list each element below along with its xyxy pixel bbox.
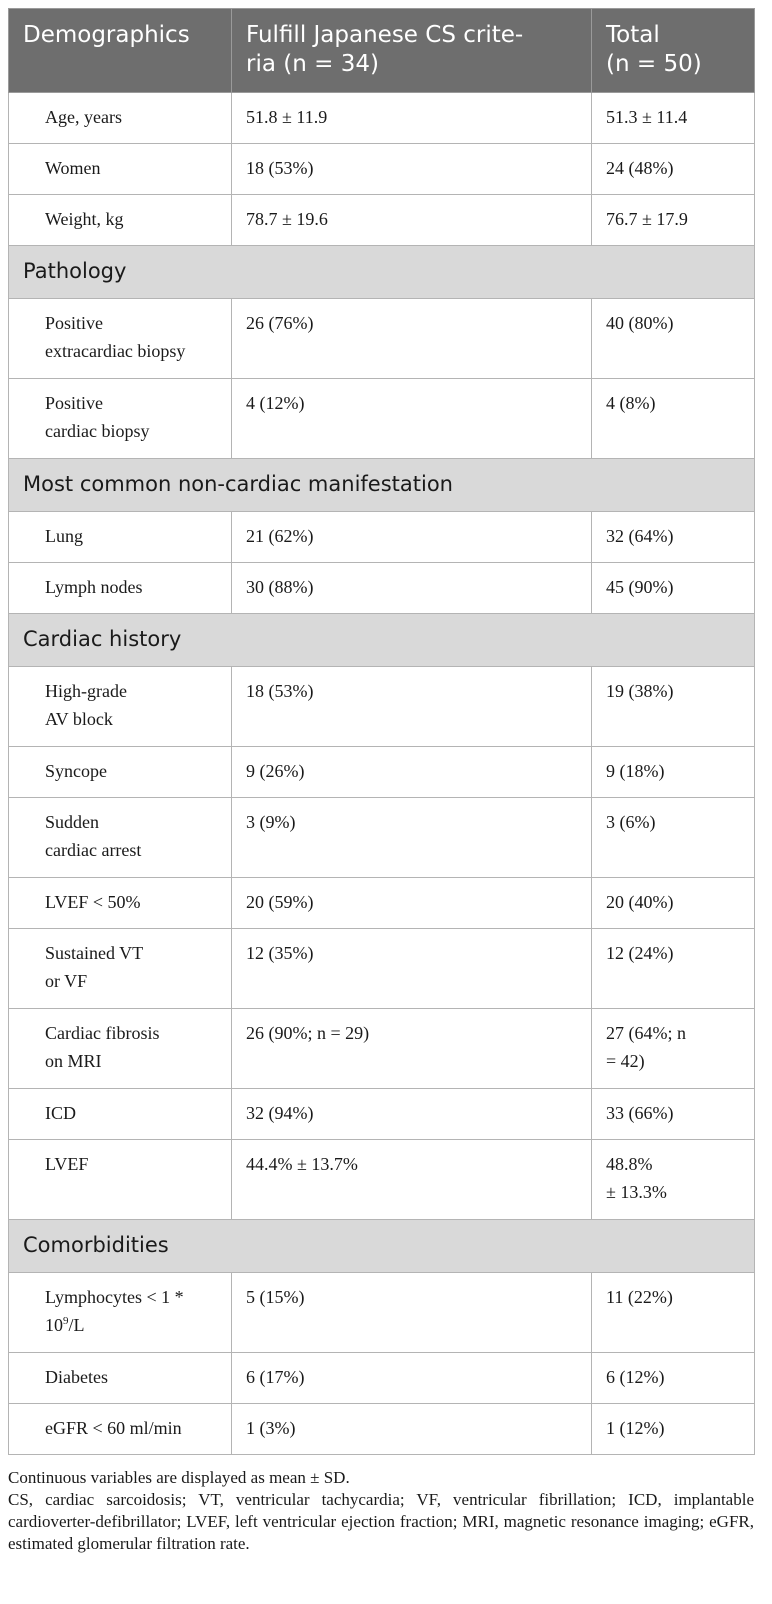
total-value: 32 (64%) xyxy=(592,512,755,563)
cs-value: 26 (76%) xyxy=(232,299,592,379)
total-value: 12 (24%) xyxy=(592,929,755,1009)
cs-value: 18 (53%) xyxy=(232,667,592,747)
row-label: Sudden cardiac arrest xyxy=(9,798,232,878)
cs-value: 12 (35%) xyxy=(232,929,592,1009)
section-row-comorbidities xyxy=(9,1220,755,1273)
table-page xyxy=(8,8,754,1555)
total-value: 9 (18%) xyxy=(592,747,755,798)
cs-value: 18 (53%) xyxy=(232,144,592,195)
total-value: 33 (66%) xyxy=(592,1089,755,1140)
cs-value: 44.4% ± 13.7% xyxy=(232,1140,592,1220)
total-value: 3 (6%) xyxy=(592,798,755,878)
cs-value: 32 (94%) xyxy=(232,1089,592,1140)
footnote-continuous: Continuous variables are displayed as mean ± SD. xyxy=(8,1468,350,1487)
cs-value: 51.8 ± 11.9 xyxy=(232,93,592,144)
cs-value: 3 (9%) xyxy=(232,798,592,878)
cs-value: 5 (15%) xyxy=(232,1273,592,1353)
section-row-cardiac-history xyxy=(9,614,755,667)
table-row xyxy=(9,929,755,1009)
total-value: 48.8% ± 13.3% xyxy=(592,1140,755,1220)
total-value: 6 (12%) xyxy=(592,1353,755,1404)
section-title: Pathology xyxy=(9,246,755,299)
cs-value: 9 (26%) xyxy=(232,747,592,798)
unit: /L xyxy=(68,1315,85,1335)
table-row xyxy=(9,878,755,929)
table-row xyxy=(9,563,755,614)
total-value: 20 (40%) xyxy=(592,878,755,929)
row-label: Lymph nodes xyxy=(9,563,232,614)
total-value: 51.3 ± 11.4 xyxy=(592,93,755,144)
table-row xyxy=(9,1353,755,1404)
row-label: Sustained VT or VF xyxy=(9,929,232,1009)
row-label: LVEF xyxy=(9,1140,232,1220)
total-value: 1 (12%) xyxy=(592,1404,755,1455)
row-label: Syncope xyxy=(9,747,232,798)
header-total: Total (n = 50) xyxy=(592,9,755,93)
row-label: Positive cardiac biopsy xyxy=(9,379,232,459)
header-japanese-cs: Fulfill Japanese CS crite- ria (n = 34) xyxy=(232,9,592,93)
table-row xyxy=(9,1404,755,1455)
cs-value: 20 (59%) xyxy=(232,878,592,929)
row-label: Diabetes xyxy=(9,1353,232,1404)
row-label: LVEF < 50% xyxy=(9,878,232,929)
total-value: 24 (48%) xyxy=(592,144,755,195)
row-label: ICD xyxy=(9,1089,232,1140)
table-row xyxy=(9,1273,755,1353)
section-title: Comorbidities xyxy=(9,1220,755,1273)
row-label: Cardiac fibrosis on MRI xyxy=(9,1009,232,1089)
table-row xyxy=(9,379,755,459)
row-label: Age, years xyxy=(9,93,232,144)
table-row xyxy=(9,512,755,563)
header-row xyxy=(9,9,755,93)
header-demographics: Demographics xyxy=(9,9,232,93)
cs-value: 6 (17%) xyxy=(232,1353,592,1404)
row-label: Weight, kg xyxy=(9,195,232,246)
row-label: Lung xyxy=(9,512,232,563)
table-row xyxy=(9,667,755,747)
demographics-table xyxy=(8,8,755,1455)
table-row xyxy=(9,195,755,246)
section-title: Cardiac history xyxy=(9,614,755,667)
row-label: Women xyxy=(9,144,232,195)
total-value: 27 (64%; n = 42) xyxy=(592,1009,755,1089)
table-row xyxy=(9,299,755,379)
row-label: High-grade AV block xyxy=(9,667,232,747)
section-row-noncardiac xyxy=(9,459,755,512)
table-row xyxy=(9,798,755,878)
row-label: Positive extracardiac biopsy xyxy=(9,299,232,379)
cs-value: 1 (3%) xyxy=(232,1404,592,1455)
total-value: 45 (90%) xyxy=(592,563,755,614)
section-row-pathology xyxy=(9,246,755,299)
table-row xyxy=(9,144,755,195)
table-footnotes xyxy=(8,1467,754,1555)
row-label: eGFR < 60 ml/min xyxy=(9,1404,232,1455)
total-value: 19 (38%) xyxy=(592,667,755,747)
total-value: 40 (80%) xyxy=(592,299,755,379)
cs-value: 4 (12%) xyxy=(232,379,592,459)
footnote-abbreviations: CS, cardiac sarcoidosis; VT, ventricular tachycardia; VF, ventricular fibrillation; ICD, implantable cardioverter-defibrillator; LVEF, left ventricular ejection fraction; MRI, magnetic resonance imaging; eGFR, estimated glomerular filtration rate. xyxy=(8,1490,754,1553)
table-row xyxy=(9,93,755,144)
cs-value: 30 (88%) xyxy=(232,563,592,614)
total-value: 4 (8%) xyxy=(592,379,755,459)
superscript: 9 xyxy=(63,1315,69,1327)
row-label: Lymphocytes < 1 * $10^9/L$ xyxy=(9,1273,232,1353)
cs-value: 78.7 ± 19.6 xyxy=(232,195,592,246)
cs-value: 21 (62%) xyxy=(232,512,592,563)
table-row xyxy=(9,1089,755,1140)
table-row xyxy=(9,1140,755,1220)
table-row xyxy=(9,1009,755,1089)
table-row xyxy=(9,747,755,798)
total-value: 11 (22%) xyxy=(592,1273,755,1353)
total-value: 76.7 ± 17.9 xyxy=(592,195,755,246)
cs-value: 26 (90%; n = 29) xyxy=(232,1009,592,1089)
section-title: Most common non-cardiac manifestation xyxy=(9,459,755,512)
